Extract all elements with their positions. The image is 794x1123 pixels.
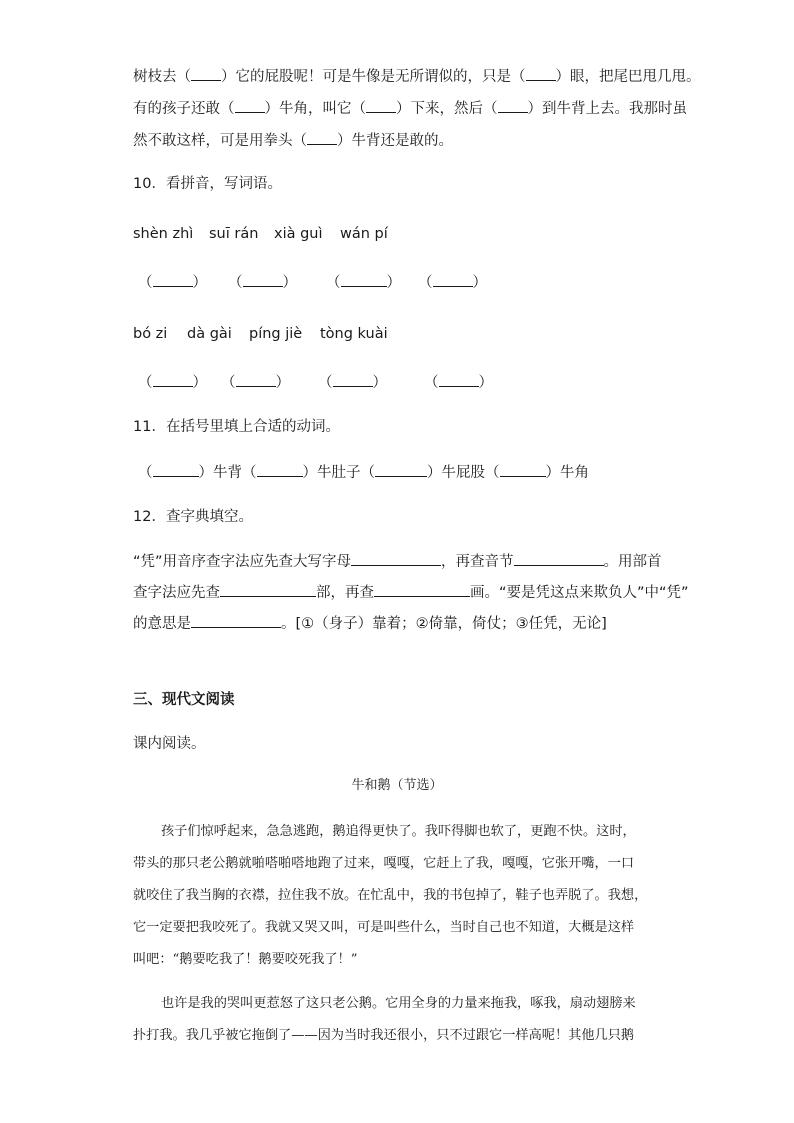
q12-line-1: “凭”用音序查字法应先查大写字母 ，再查音节 。用部首 — [133, 551, 662, 572]
section-heading: 三、现代文阅读 — [133, 692, 235, 708]
passage-line-3: 然不敢这样，可是用拳头（ ）牛背还是敢的。 — [133, 130, 453, 151]
answer-blank[interactable] — [153, 462, 199, 477]
answer-blank[interactable] — [514, 551, 604, 566]
article-line: 扑打我。我几乎被它拖倒了——因为当时我还很小，只不过跟它一样高呢！其他几只鹅 — [133, 1028, 635, 1043]
q11-title: 11．在括号里填上合适的动词。 — [133, 419, 340, 435]
answer-blank[interactable] — [220, 582, 316, 597]
article-line: 就咬住了我当胸的衣襟，拉住我不放。在忙乱中，我的书包掉了，鞋子也弄脱了。我想， — [133, 888, 648, 903]
q12-title: 12．查字典填空。 — [133, 509, 253, 525]
answer-blank[interactable] — [351, 551, 441, 566]
q12-line-2: 查字法应先查 部，再查 画。“要是凭这点来欺负人”中“凭” — [133, 582, 689, 603]
answer-blank[interactable] — [500, 462, 546, 477]
pinyin-4: wán pí — [340, 226, 388, 242]
answer-blank[interactable] — [366, 98, 396, 113]
pinyin-1: shèn zhì — [133, 226, 194, 242]
answer-paren[interactable]: （ ） — [221, 372, 290, 393]
article-line: 也许是我的哭叫更惹怒了这只老公鹅。它用全身的力量来拖我，啄我，扇动翅膀来 — [161, 996, 636, 1011]
answer-paren[interactable]: （ ） — [138, 272, 207, 293]
answer-paren[interactable]: （ ） — [418, 272, 487, 293]
q12-line-3: 的意思是 。[①（身子）靠着；②倚靠，倚仗；③任凭，无论] — [133, 613, 607, 634]
answer-blank[interactable] — [526, 66, 556, 81]
pinyin-5: bó zi — [133, 326, 168, 342]
answer-blank[interactable] — [235, 98, 265, 113]
pinyin-2: suī rán — [209, 226, 259, 242]
q10-title: 10．看拼音，写词语。 — [133, 176, 282, 192]
article-line: 孩子们惊呼起来，急急逃跑，鹅追得更快了。我吓得脚也软了，更跑不快。这时， — [161, 824, 636, 839]
pinyin-3: xià guì — [274, 226, 323, 242]
answer-paren[interactable]: （ ） — [424, 372, 493, 393]
pinyin-8: tòng kuài — [320, 326, 388, 342]
section-subheading: 课内阅读。 — [133, 736, 206, 752]
article-title: 牛和鹅（节选） — [351, 778, 443, 793]
pinyin-7: píng jiè — [249, 326, 303, 342]
q11-items: （ ）牛背（ ）牛肚子（ ）牛屁股（ ）牛角 — [138, 462, 589, 483]
article-line: 叫吧：“鹅要吃我了！鹅要咬死我了！” — [133, 952, 358, 967]
answer-blank[interactable] — [375, 462, 427, 477]
answer-paren[interactable]: （ ） — [326, 272, 401, 293]
pinyin-6: dà gài — [187, 326, 232, 342]
article-line: 它一定要把我咬死了。我就又哭又叫，可是叫些什么，当时自己也不知道，大概是这样 — [133, 920, 635, 935]
answer-paren[interactable]: （ ） — [318, 372, 387, 393]
answer-blank[interactable] — [307, 130, 337, 145]
answer-blank[interactable] — [257, 462, 303, 477]
passage-line-2: 有的孩子还敢（ ）牛角，叫它（ ）下来，然后（ ）到牛背上去。我那时虽 — [133, 98, 687, 119]
answer-blank[interactable] — [191, 613, 281, 628]
answer-paren[interactable]: （ ） — [228, 272, 297, 293]
answer-blank[interactable] — [374, 582, 470, 597]
answer-paren[interactable]: （ ） — [138, 372, 207, 393]
answer-blank[interactable] — [498, 98, 528, 113]
answer-blank[interactable] — [191, 66, 221, 81]
passage-line-1: 树枝去（ ）它的屁股呢！可是牛像是无所谓似的，只是（ ）眼，把尾巴甩几甩。 — [133, 66, 701, 87]
article-line: 带头的那只老公鹅就啪嗒啪嗒地跑了过来，嘎嘎，它赶上了我，嘎嘎，它张开嘴，一口 — [133, 856, 635, 871]
